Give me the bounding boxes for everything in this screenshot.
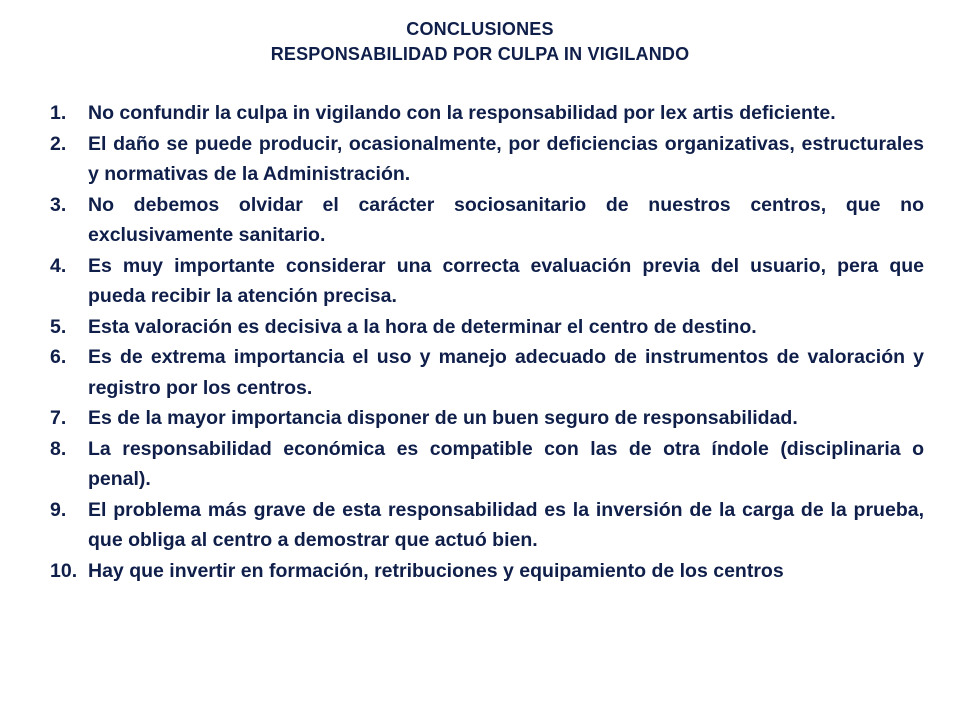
slide-title: CONCLUSIONES [406,19,554,39]
list-item [50,190,924,251]
list-item [50,251,924,312]
item-text: El daño se puede producir, ocasionalmente, por deficiencias organizativas, estructurales y normativas de la Administración. [88,132,924,185]
item-number: 4. [50,254,67,277]
item-number: 6. [50,346,67,368]
item-number: 2. [50,132,67,155]
item-text: No confundir la culpa in vigilando con la responsabilidad por lex artis deficiente. [88,102,836,124]
slide-subtitle: RESPONSABILIDAD POR CULPA IN VIGILANDO [270,44,690,64]
item-text: Es muy importante considerar una correcta evaluación previa del usuario, pera que pueda recibir la atención precisa. [88,254,924,307]
list-item [50,434,924,495]
list-item [50,312,924,343]
item-number: 1. [50,102,67,124]
item-text: La responsabilidad económica es compatible con las de otra índole (disciplinaria o penal). [88,437,924,490]
item-text: Es de extrema importancia el uso y manejo adecuado de instrumentos de valoración y registro por los centros. [88,346,924,399]
item-number: 7. [50,407,67,429]
item-text: El problema más grave de esta responsabilidad es la inversión de la carga de la prueba, que obliga al centro a demostrar que actuó bien. [88,498,924,551]
list-item [50,129,924,190]
slide-header [0,17,960,67]
item-number: 9. [50,498,67,521]
list-item [50,556,924,587]
item-text: No debemos olvidar el carácter sociosanitario de nuestros centros, que no exclusivamente sanitario. [88,193,924,246]
conclusions-list [50,98,924,586]
item-number: 10. [50,559,78,582]
item-text: Esta valoración es decisiva a la hora de determinar el centro de destino. [88,315,757,338]
item-number: 3. [50,193,67,216]
item-number: 5. [50,315,67,338]
item-text: Hay que invertir en formación, retribuciones y equipamiento de los centros [88,559,784,582]
list-item [50,495,924,556]
list-item [50,342,924,403]
item-text: Es de la mayor importancia disponer de un buen seguro de responsabilidad. [88,407,798,429]
item-number: 8. [50,437,67,460]
list-item [50,403,924,434]
list-item [50,98,924,129]
